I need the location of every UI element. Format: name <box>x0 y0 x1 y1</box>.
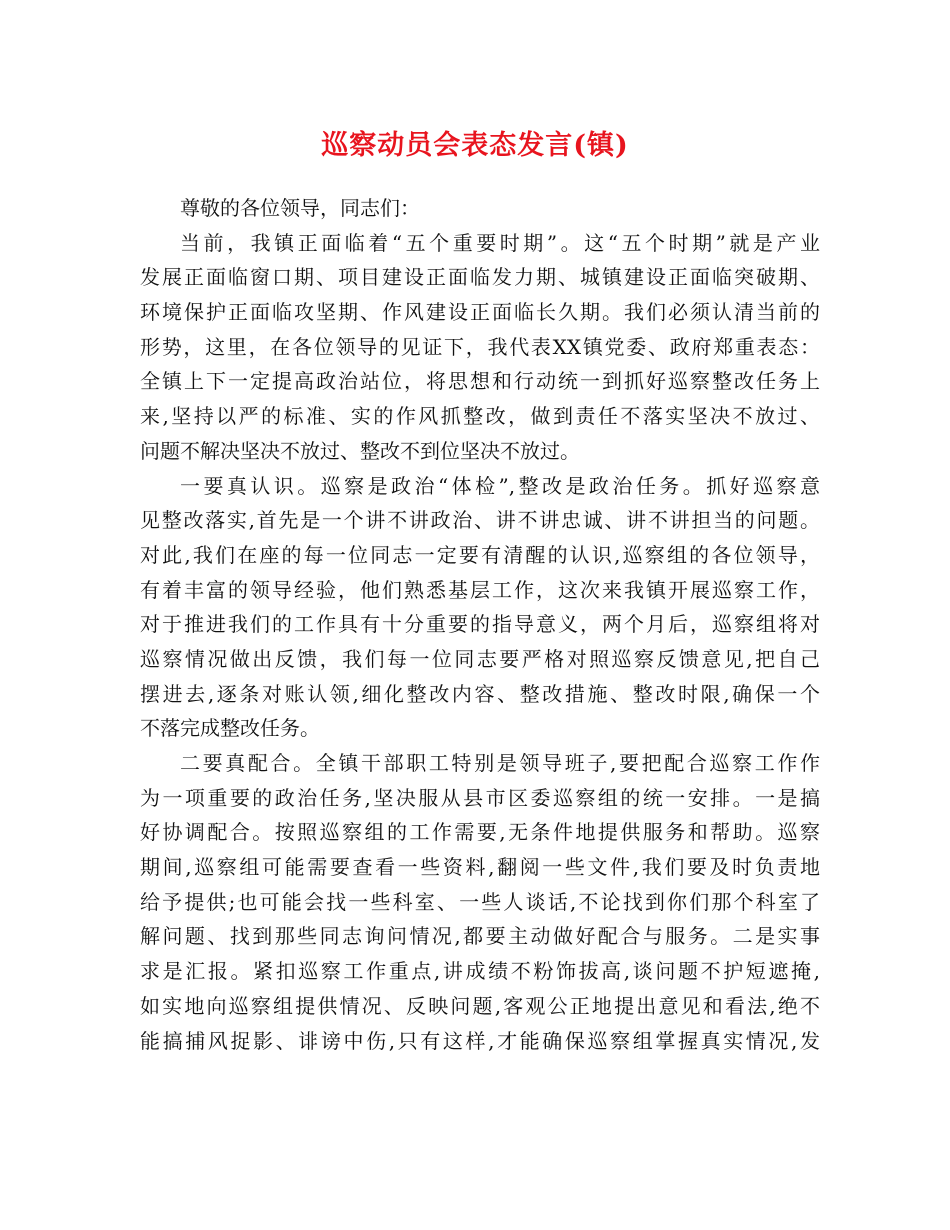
body-line: 摆进去,逐条对账认领,细化整改内容、整改措施、整改时限,确保一个 <box>140 681 820 706</box>
body-line: 形势，这里，在各位领导的见证下，我代表XX镇党委、政府郑重表态： <box>140 334 820 359</box>
body-line: 求是汇报。紧扣巡察工作重点,讲成绩不粉饰拔高,谈问题不护短遮掩, <box>140 959 820 984</box>
body-line: 有着丰富的领导经验，他们熟悉基层工作，这次来我镇开展巡察工作， <box>140 577 820 602</box>
body-line: 对于推进我们的工作具有十分重要的指导意义，两个月后，巡察组将对 <box>140 612 820 637</box>
body-line: 尊敬的各位领导，同志们： <box>180 196 420 220</box>
body-line: 当前，我镇正面临着“五个重要时期”。这“五个时期”就是产业 <box>180 230 820 255</box>
body-line: 能搞捕风捉影、诽谤中伤,只有这样,才能确保巡察组掌握真实情况,发 <box>140 1028 820 1053</box>
body-line: 为一项重要的政治任务,坚决服从县市区委巡察组的统一安排。一是搞 <box>140 785 820 810</box>
body-line: 如实地向巡察组提供情况、反映问题,客观公正地提出意见和看法,绝不 <box>140 993 820 1018</box>
body-line: 巡察情况做出反馈，我们每一位同志要严格对照巡察反馈意见,把自己 <box>140 646 820 671</box>
body-line: 来,坚持以严的标准、实的作风抓整改，做到责任不落实坚决不放过、 <box>140 404 820 429</box>
body-line: 不落完成整改任务。 <box>140 716 320 741</box>
body-line: 发展正面临窗口期、项目建设正面临发力期、城镇建设正面临突破期、 <box>140 265 820 290</box>
body-line: 全镇上下一定提高政治站位，将思想和行动统一到抓好巡察整改任务上 <box>140 369 820 394</box>
body-line: 见整改落实,首先是一个讲不讲政治、讲不讲忠诚、讲不讲担当的问题。 <box>140 508 820 533</box>
body-line: 问题不解决坚决不放过、整改不到位坚决不放过。 <box>140 438 580 463</box>
body-line: 期间,巡察组可能需要查看一些资料,翻阅一些文件,我们要及时负责地 <box>140 855 820 880</box>
body-line: 一要真认识。巡察是政治“体检”,整改是政治任务。抓好巡察意 <box>180 473 820 498</box>
body-line: 给予提供;也可能会找一些科室、一些人谈话,不论找到你们那个科室了 <box>140 889 820 914</box>
body-line: 二要真配合。全镇干部职工特别是领导班子,要把配合巡察工作作 <box>180 751 820 775</box>
body-line: 好协调配合。按照巡察组的工作需要,无条件地提供服务和帮助。巡察 <box>140 820 820 845</box>
document-title: 巡察动员会表态发言(镇) <box>321 130 629 161</box>
body-line: 解问题、找到那些同志询问情况,都要主动做好配合与服务。二是实事 <box>140 924 820 949</box>
body-line: 环境保护正面临攻坚期、作风建设正面临长久期。我们必须认清当前的 <box>140 300 820 325</box>
document-body <box>140 191 820 1058</box>
body-line: 对此,我们在座的每一位同志一定要有清醒的认识,巡察组的各位领导， <box>140 542 820 567</box>
